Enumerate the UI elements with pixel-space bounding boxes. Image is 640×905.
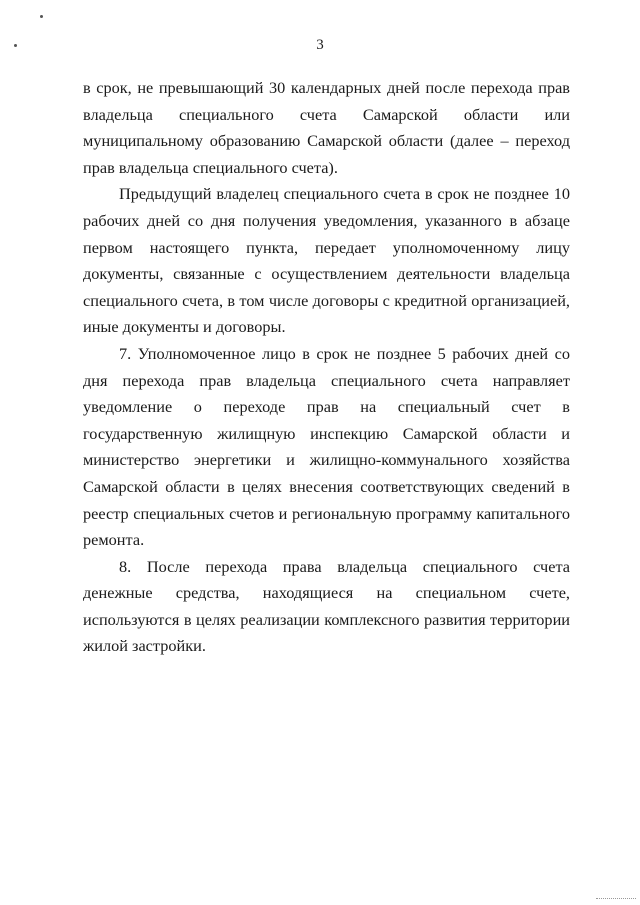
scan-speck-mark	[40, 15, 43, 18]
paragraph-item-7: 7. Уполномоченное лицо в срок не позднее 5 рабочих дней со дня перехода прав владельца специального счета направляет уведомление о переходе прав на специальный счет в государственную жилищную инспекцию Самарской области и министерство энергетики и жилищно-коммунального хозяйства Самарской области в целях внесения соответствующих сведений в реестр специальных счетов и региональную программу капитального ремонта.	[83, 343, 570, 550]
paragraph-previous-owner: Предыдущий владелец специального счета в срок не позднее 10 рабочих дней со дня получения уведомления, указанного в абзаце первом настоящего пункта, передает уполномоченному лицу документы, связанные с осуществлением деятельности владельца специального счета, в том числе договоры с кредитной организацией, иные документы и договоры.	[83, 184, 570, 337]
document-body	[83, 75, 570, 660]
paragraph-continuation: в срок, не превышающий 30 календарных дней после перехода прав владельца специального счета Самарской области или муниципальному образованию Самарской области (далее – переход прав владельца специального счета).	[83, 78, 570, 177]
page-number: 3	[316, 37, 324, 53]
paragraph-item-8: 8. После перехода права владельца специального счета денежные средства, находящиеся на специальном счете, используются в целях реализации комплексного развития территории жилой застройки.	[83, 556, 570, 656]
scan-edge-artifact	[596, 897, 636, 899]
